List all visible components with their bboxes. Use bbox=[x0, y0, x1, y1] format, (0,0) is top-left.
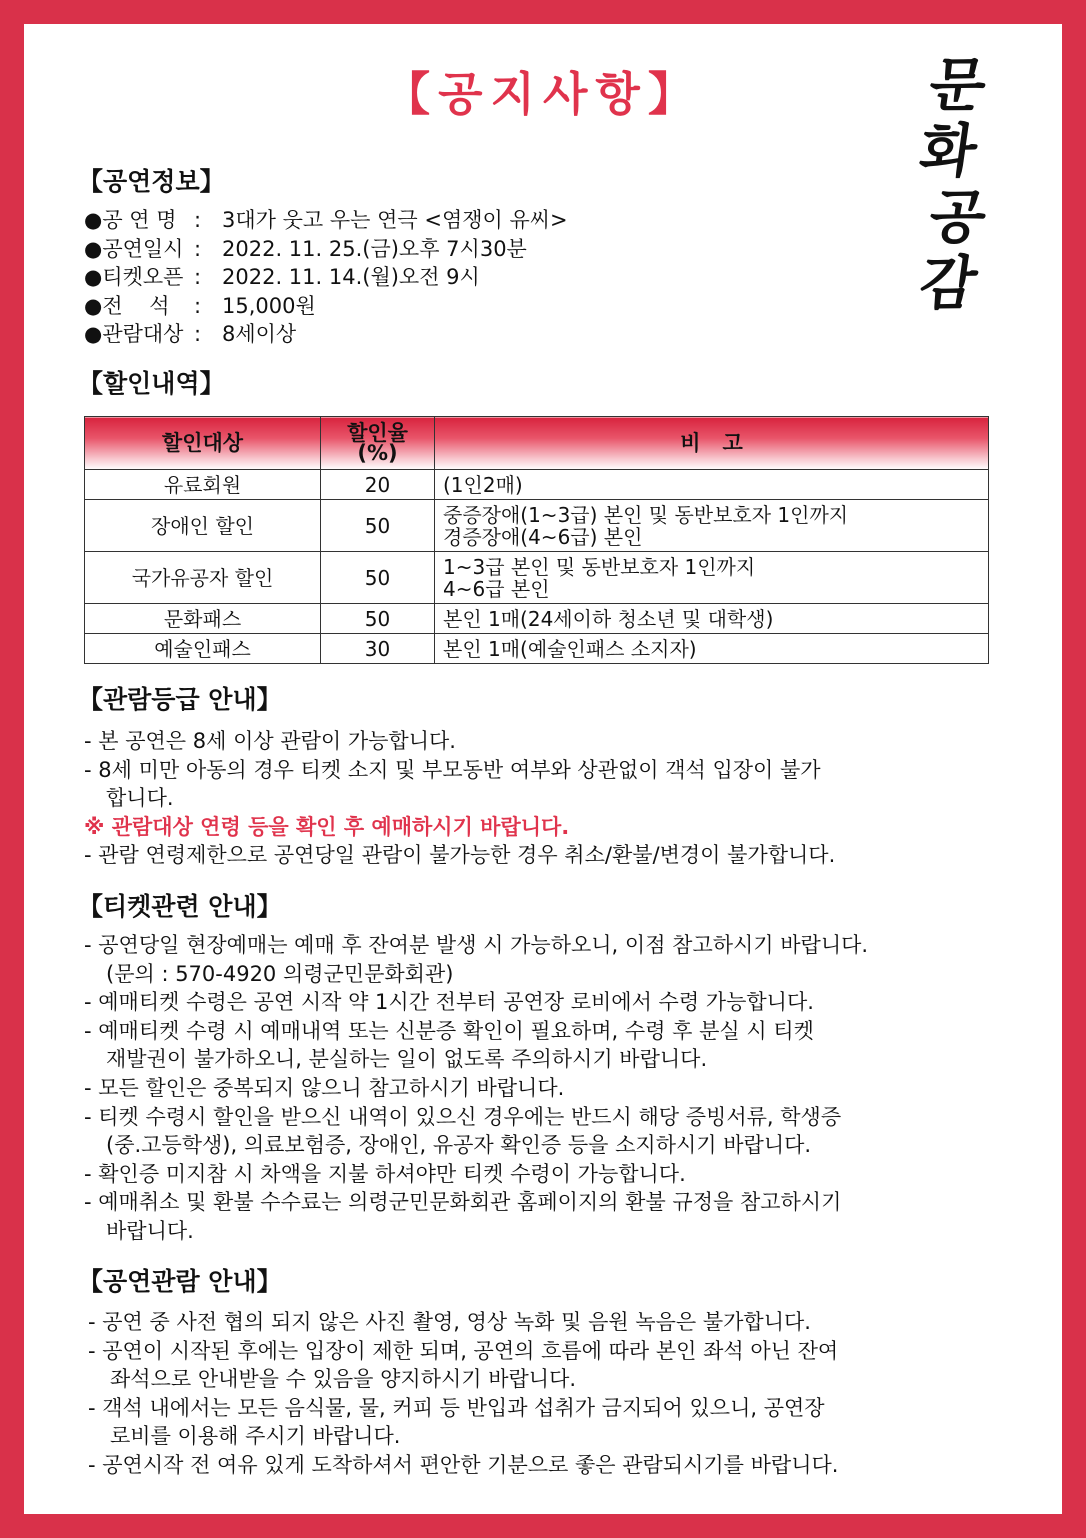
info-label: ●티켓오픈 bbox=[84, 265, 184, 289]
section-heading-ticket: 【티켓관련 안내】 bbox=[78, 892, 282, 921]
info-label: ●공 연 명 bbox=[84, 208, 177, 232]
info-colon: : bbox=[194, 236, 202, 261]
list-item: - 객석 내에서는 모든 음식물, 물, 커피 등 반입과 섭취가 금지되어 있으니, 공연장 bbox=[88, 1395, 825, 1420]
info-colon: : bbox=[194, 208, 202, 232]
info-value: 8세이상 bbox=[222, 322, 297, 346]
list-item: - 공연 중 사전 협의 되지 않은 사진 촬영, 영상 녹화 및 음원 녹음은 불가합니다. bbox=[88, 1310, 811, 1334]
header-target: 할인대상 bbox=[85, 417, 321, 470]
cell-rate: 50 bbox=[321, 552, 435, 604]
section-heading-info: 【공연정보】 bbox=[78, 167, 225, 196]
viewing-list bbox=[88, 1308, 1018, 1480]
info-item bbox=[84, 263, 984, 292]
info-label: ●공연일시 bbox=[84, 236, 184, 261]
table-row bbox=[85, 634, 989, 664]
ticket-list bbox=[84, 931, 1014, 1246]
table-header-row bbox=[85, 417, 989, 470]
cell-rate: 30 bbox=[321, 634, 435, 664]
section-heading-rating: 【관람등급 안내】 bbox=[78, 685, 282, 714]
page-title: 【공지사항】 bbox=[384, 67, 702, 121]
cell-note: (1인2매) bbox=[435, 470, 989, 500]
cell-note bbox=[435, 552, 989, 604]
list-item: 재발권이 불가하오니, 분실하는 일이 없도록 주의하시기 바랍니다. bbox=[106, 1047, 708, 1072]
list-item: (문의 : 570-4920 의령군민문화회관) bbox=[106, 961, 454, 986]
list-item: - 본 공연은 8세 이상 관람이 가능합니다. bbox=[84, 729, 456, 753]
cell-rate: 50 bbox=[321, 604, 435, 634]
cell-target: 유료회원 bbox=[85, 470, 321, 500]
cell-target: 예술인패스 bbox=[85, 634, 321, 664]
discount-table bbox=[84, 416, 989, 664]
header-note: 비 고 bbox=[435, 417, 989, 470]
list-item: 좌석으로 안내받을 수 있음을 양지하시기 바랍니다. bbox=[110, 1367, 577, 1392]
section-heading-viewing: 【공연관람 안내】 bbox=[78, 1267, 282, 1296]
info-item bbox=[84, 292, 984, 321]
header-rate-line-2: (%) bbox=[357, 441, 398, 465]
info-list bbox=[84, 206, 984, 349]
header-rate bbox=[321, 417, 435, 470]
info-colon: : bbox=[194, 322, 202, 346]
info-value: 2022. 11. 14.(월)오전 9시 bbox=[222, 265, 480, 289]
list-item: - 공연당일 현장예매는 예매 후 잔여분 발생 시 가능하오니, 이점 참고하시기 바랍니다. bbox=[84, 933, 869, 957]
list-item: 바랍니다. bbox=[106, 1218, 194, 1243]
rating-list bbox=[84, 727, 1014, 870]
cell-rate: 50 bbox=[321, 500, 435, 552]
warning-notice: ※ 관람대상 연령 등을 확인 후 예매하시기 바랍니다. bbox=[84, 814, 570, 839]
info-colon: : bbox=[194, 265, 202, 289]
cell-rate: 20 bbox=[321, 470, 435, 500]
cell-target: 국가유공자 할인 bbox=[85, 552, 321, 604]
list-item: - 예매티켓 수령은 공연 시작 약 1시간 전부터 공연장 로비에서 수령 가능합니다. bbox=[84, 990, 814, 1015]
list-item: 로비를 이용해 주시기 바랍니다. bbox=[110, 1424, 401, 1449]
info-item bbox=[84, 235, 984, 264]
info-label: ●전 석 bbox=[84, 293, 170, 318]
info-value: 15,000원 bbox=[222, 293, 316, 318]
header-rate-line-1: 할인율 bbox=[347, 421, 408, 445]
logo-line-2: 공감 bbox=[915, 183, 985, 317]
table-row bbox=[85, 552, 989, 604]
cell-note-line: 1~3급 본인 및 동반보호자 1인까지 bbox=[443, 554, 756, 579]
list-item: (중.고등학생), 의료보험증, 장애인, 유공자 확인증 등을 소지하시기 바랍니다. bbox=[106, 1133, 812, 1158]
cell-note-line: 경증장애(4~6급) 본인 bbox=[443, 524, 643, 549]
list-item: - 확인증 미지참 시 차액을 지불 하셔야만 티켓 수령이 가능합니다. bbox=[84, 1161, 686, 1186]
cell-note: 본인 1매(24세이하 청소년 및 대학생) bbox=[435, 604, 989, 634]
list-item: - 공연시작 전 여유 있게 도착하셔서 편안한 기분으로 좋은 관람되시기를 바랍니다. bbox=[88, 1452, 839, 1477]
section-heading-discount: 【할인내역】 bbox=[78, 369, 225, 398]
logo-line-1: 문화 bbox=[915, 51, 985, 185]
cell-note-line: 4~6급 본인 bbox=[443, 576, 550, 601]
table-row bbox=[85, 604, 989, 634]
list-item: - 8세 미만 아동의 경우 티켓 소지 및 부모동반 여부와 상관없이 객석 입장이 불가 bbox=[84, 757, 821, 782]
table-row bbox=[85, 470, 989, 500]
info-value: 3대가 웃고 우는 연극 <염쟁이 유씨> bbox=[222, 208, 568, 232]
list-item: - 공연이 시작된 후에는 입장이 제한 되며, 공연의 흐름에 따라 본인 좌석 아닌 잔여 bbox=[88, 1338, 839, 1363]
table-row bbox=[85, 500, 989, 552]
logo bbox=[915, 51, 1025, 317]
cell-target: 장애인 할인 bbox=[85, 500, 321, 552]
info-colon: : bbox=[194, 293, 202, 318]
list-item: - 티켓 수령시 할인을 받으신 내역이 있으신 경우에는 반드시 해당 증빙서류, 학생증 bbox=[84, 1104, 842, 1129]
cell-target: 문화패스 bbox=[85, 604, 321, 634]
list-item: 합니다. bbox=[106, 786, 174, 811]
info-label: ●관람대상 bbox=[84, 322, 184, 346]
info-item bbox=[84, 206, 984, 235]
list-item: - 관람 연령제한으로 공연당일 관람이 불가능한 경우 취소/환불/변경이 불가합니다. bbox=[84, 843, 836, 868]
cell-note bbox=[435, 500, 989, 552]
list-item: - 예매취소 및 환불 수수료는 의령군민문화회관 홈페이지의 환불 규정을 참고하시기 bbox=[84, 1190, 842, 1215]
list-item: - 예매티켓 수령 시 예매내역 또는 신분증 확인이 필요하며, 수령 후 분실 시 티켓 bbox=[84, 1018, 814, 1043]
cell-note-line: 중증장애(1~3급) 본인 및 동반보호자 1인까지 bbox=[443, 502, 849, 527]
info-item bbox=[84, 320, 984, 349]
cell-note: 본인 1매(예술인패스 소지자) bbox=[435, 634, 989, 664]
info-value: 2022. 11. 25.(금)오후 7시30분 bbox=[222, 236, 527, 261]
list-item: - 모든 할인은 중복되지 않으니 참고하시기 바랍니다. bbox=[84, 1075, 565, 1100]
